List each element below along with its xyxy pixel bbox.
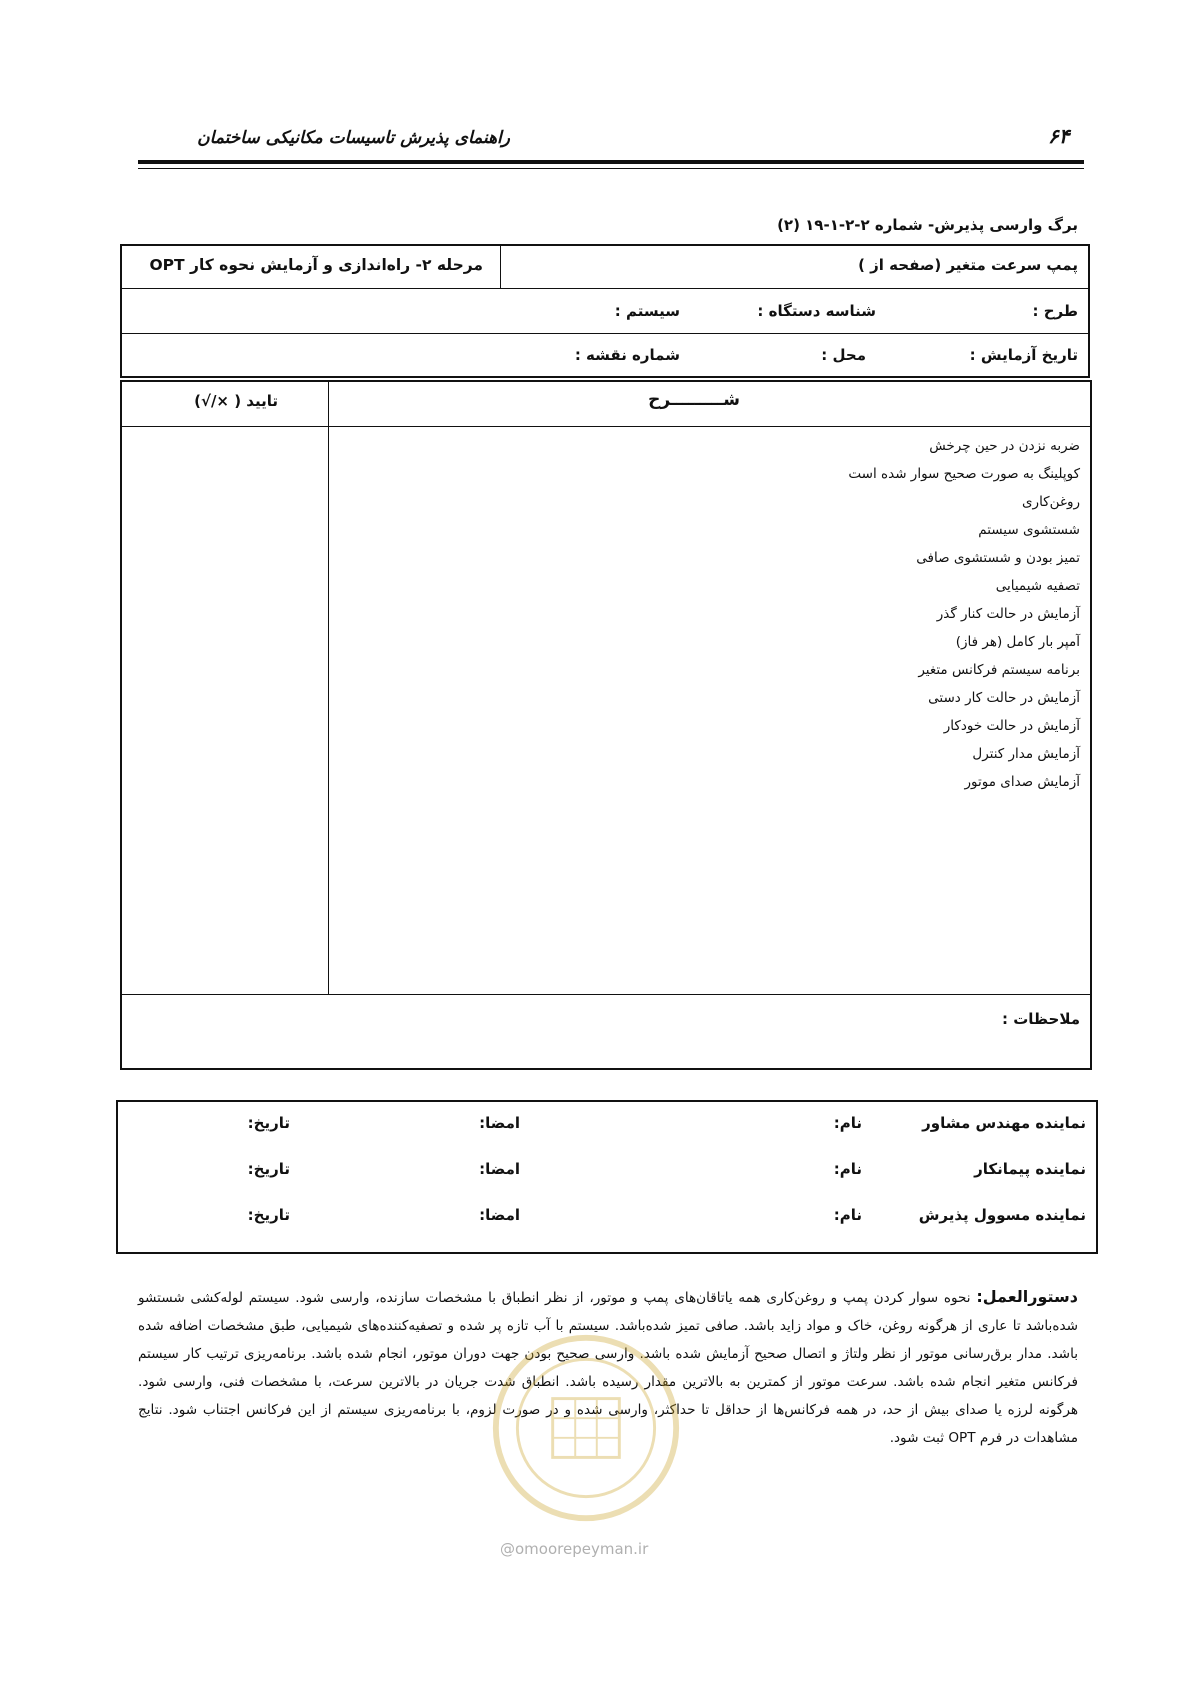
page-number: ۶۴: [1048, 124, 1070, 148]
list-item: تصفیه شیمیایی: [995, 578, 1080, 594]
instructions-body: نحوه سوار کردن پمپ و روغن‌کاری همه یاتاقان‌های پمپ و موتور، از نظر انطباق با مشخصات سازنده، وارسی شود. سیستم لوله‌کشی شستشو شده‌باشد تا عاری از هرگونه روغن، خاک و مواد زاید باشد. صافی تمیز شده‌باشد. سیستم با آب تازه پر شده و تصفیه‌کننده‌های شیمیایی، طبق مشخصات اضافه شده باشد. مدار برق‌رسانی موتور از نظر ولتاژ و اتصال صحیح آزمایش شده باشد. وارسی صحیح بودن جهت دوران موتور، انجام شده باشد. برنامه‌ریزی ترتیب کار سیستم فرکانس متغیر انجام شده باشد. سرعت موتور از کمترین به بالاترین مقدار رسیده باشد. انطباق شدت جریان در بالاترین سرعت، با مشخصات فنی، وارسی شود. هرگونه لرزه یا صدای بیش از حد، در همه فرکانس‌ها از حداقل تا حداکثر، وارسی شده و در صورت لزوم، با برنامه‌ریزی سیستم از این فرکانس اجتناب شود. نتایج مشاهدات در فرم OPT ثبت شود.: [138, 1290, 1078, 1446]
signature-label: امضا:: [479, 1114, 520, 1132]
project-label: طرح :: [1032, 302, 1078, 320]
test-date-label: تاریخ آزمایش :: [969, 346, 1078, 364]
device-id-label: شناسه دستگاه :: [757, 302, 876, 320]
list-item: تمیز بودن و شستشوی صافی: [916, 550, 1080, 566]
watermark-seal-icon: [488, 1330, 684, 1526]
signature-row: [118, 1114, 1096, 1144]
signature-box: [116, 1100, 1098, 1254]
system-label: سیستم :: [614, 302, 680, 320]
table-header-divider: [122, 426, 1090, 427]
list-item: روغن‌کاری: [1021, 494, 1080, 510]
list-item: آزمایش مدار کنترل: [972, 746, 1080, 762]
date-label: تاریخ:: [247, 1114, 290, 1132]
instructions-heading: دستورالعمل:: [976, 1287, 1078, 1306]
column-divider: [328, 382, 329, 994]
date-label: تاریخ:: [247, 1160, 290, 1178]
book-title: راهنمای پذیرش تاسیسات مکانیکی ساختمان: [197, 128, 510, 148]
remarks-divider: [122, 994, 1090, 995]
signature-row: [118, 1160, 1096, 1190]
stage-title: مرحله ۲- راه‌اندازی و آزمایش نحوه کار OPT: [149, 256, 483, 274]
name-label: نام:: [833, 1114, 862, 1132]
list-item: برنامه سیستم فرکانس متغیر: [918, 662, 1080, 678]
row-divider: [122, 333, 1088, 334]
list-item: کوپلینگ به صورت صحیح سوار شده است: [848, 466, 1080, 482]
list-item: ضربه نزدن در حین چرخش: [929, 438, 1080, 454]
drawing-number-label: شماره نقشه :: [574, 346, 680, 364]
list-item: آزمایش در حالت کار دستی: [928, 690, 1080, 706]
approve-header: تایید ( ×/√): [194, 392, 278, 410]
signature-row: [118, 1206, 1096, 1236]
form-header-box: [120, 244, 1090, 378]
list-item: آزمایش در حالت خودکار: [943, 718, 1080, 734]
signature-label: امضا:: [479, 1160, 520, 1178]
signer-role: نماینده پیمانکار: [974, 1160, 1086, 1178]
form-caption: برگ وارسی پذیرش- شماره ۲-۲-۱-۱۹ (۲): [777, 216, 1078, 234]
list-item: شستشوی سیستم: [978, 522, 1080, 538]
list-item: آزمایش در حالت کنار گذر: [936, 606, 1080, 622]
remarks-label: ملاحظات :: [1001, 1010, 1080, 1028]
row-divider: [122, 288, 1088, 289]
signer-role: نماینده مهندس مشاور: [922, 1114, 1086, 1132]
header-rule-thin: [138, 168, 1084, 169]
location-label: محل :: [821, 346, 866, 364]
list-item: آمپر بار کامل (هر فاز): [955, 634, 1080, 650]
signer-role: نماینده مسوول پذیرش: [918, 1206, 1086, 1224]
signature-label: امضا:: [479, 1206, 520, 1224]
checklist-items: [848, 432, 1080, 796]
item-title: پمپ سرعت متغیر (صفحه از ): [858, 256, 1078, 274]
watermark-site: @omoorepeyman.ir: [500, 1540, 649, 1558]
name-label: نام:: [833, 1206, 862, 1224]
list-item: آزمایش صدای موتور: [964, 774, 1080, 790]
date-label: تاریخ:: [247, 1206, 290, 1224]
header-rule-thick: [138, 160, 1084, 164]
title-divider: [500, 246, 501, 288]
desc-header: شـــــــــرح: [648, 390, 740, 410]
name-label: نام:: [833, 1160, 862, 1178]
